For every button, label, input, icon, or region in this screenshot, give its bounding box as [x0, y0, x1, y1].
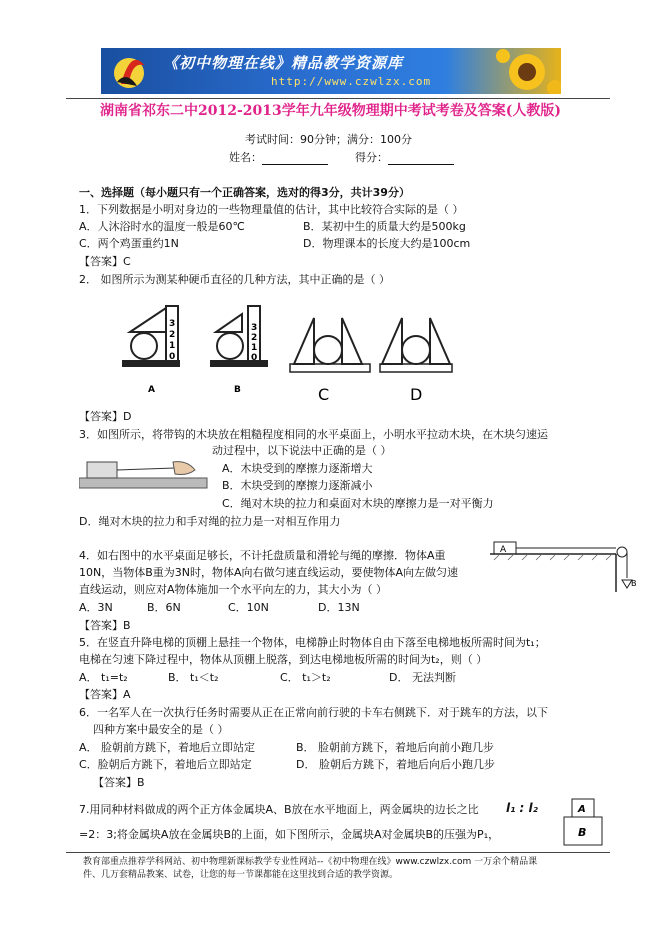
svg-text:1: 1: [251, 343, 258, 353]
q3-option-a: A．木块受到的摩擦力逐渐增大: [222, 462, 373, 475]
method-b-diagram: [210, 306, 268, 395]
q5-option-a: A． t₁=t₂: [79, 671, 128, 684]
q3-stem-2: 动过程中，以下说法中正确的是（ ）: [212, 444, 392, 457]
banner-title: 《初中物理在线》精品教学资源库: [163, 54, 404, 72]
svg-text:B: B: [578, 826, 587, 839]
q4-option-b: B．6N: [147, 601, 181, 614]
q4-line-3: 直线运动，则应对A物体施加一个水平向左的力，其大小为（ ）: [79, 583, 388, 596]
q5-option-b: B． t₁＜t₂: [168, 671, 219, 684]
label-a: A: [148, 385, 155, 395]
q7-line-2: =2：3;将金属块A放在金属块B的上面，如下图所示，金属块A对金属块B的压强为P₁，: [79, 828, 500, 841]
svg-text:2: 2: [251, 333, 258, 343]
q5-line-2: 电梯在匀速下降过程中，物体从顶棚上脱落，到达电梯地板所需的时间为t₂，则（ ）: [79, 653, 488, 666]
q6-option-c: C．脸朝后方跳下，着地后立即站定: [79, 758, 252, 771]
svg-text:B: B: [631, 579, 637, 588]
exam-time-score: 考试时间：90分钟；满分：100分: [245, 133, 412, 146]
section-heading: 一、选择题（每小题只有一个正确答案，选对的得3分，共计39分）: [79, 186, 410, 199]
q3-option-d: D．绳对木块的拉力和手对绳的拉力是一对相互作用力: [79, 515, 341, 528]
q5-option-c: C． t₁＞t₂: [280, 671, 331, 684]
q4-line-2: 10N，当物体B重为3N时，物体A向右做匀速直线运动，要使物体A向左做匀速: [79, 566, 459, 579]
q6-line-1: 6．一名军人在一次执行任务时需要从正在正常向前行驶的卡车右侧跳下．对于跳车的方法，以下: [79, 706, 548, 719]
q4-option-a: A．3N: [79, 601, 113, 614]
method-a-diagram: [122, 306, 180, 395]
q2-stem: 2． 如图所示为测某种硬币直径的几种方法，其中正确的是（ ）: [79, 273, 390, 286]
svg-text:A: A: [578, 804, 586, 815]
q5-option-d: D． 无法判断: [389, 671, 456, 684]
coin-measure-figure: [118, 296, 454, 406]
q4-option-d: D．13N: [318, 601, 360, 614]
block-pull-figure: [79, 452, 209, 490]
method-c-diagram: [290, 318, 370, 404]
site-logo-icon: [107, 52, 157, 90]
q1-option-d: D．物理课本的长度大约是100cm: [303, 237, 471, 250]
q1-option-a: A．人沐浴时水的温度一般是60℃: [79, 220, 245, 233]
svg-text:3: 3: [169, 319, 176, 329]
label-b: B: [234, 385, 241, 395]
q3-option-b: B．木块受到的摩擦力逐渐减小: [222, 479, 373, 492]
q6-line-2: 四种方案中最安全的是（ ）: [93, 723, 229, 736]
q4-answer: 【答案】B: [79, 619, 131, 632]
q1-option-b: B．某初中生的质量大约是500kg: [303, 220, 466, 233]
q3-stem-1: 3．如图所示，将带钩的木块放在粗糙程度相同的水平桌面上，小明水平拉动木块，在木块匀速运: [79, 428, 548, 441]
banner-url[interactable]: http://www.czwlzx.com: [271, 75, 432, 88]
svg-text:0: 0: [251, 353, 258, 363]
q4-option-c: C．10N: [228, 601, 269, 614]
q5-line-1: 5．在竖直升降电梯的顶棚上悬挂一个物体，电梯静止时物体自由下落至电梯地板所需时间为t₁；: [79, 636, 546, 649]
svg-text:3: 3: [251, 323, 258, 333]
footer-rule: [66, 852, 610, 853]
sunflower-icon: [493, 48, 561, 94]
q6-option-b: B． 脸朝前方跳下，着地后向前小跑几步: [296, 741, 495, 754]
footer-line-1: 教育部重点推荐学科网站、初中物理新课标教学专业性网站--《初中物理在线》www.czwlzx.com 一万余个精品课: [83, 857, 538, 867]
header-rule: [66, 98, 610, 99]
footer-line-2: 件、几万套精品教案、试卷，让您的每一节课都能在这里找到合适的教学资源。: [83, 870, 399, 880]
label-c: C: [318, 385, 330, 404]
header-banner: [101, 48, 561, 94]
page-title: 湖南省祁东二中2012-2013学年九年级物理期中考试考卷及答案(人教版): [100, 103, 561, 119]
svg-text:2: 2: [169, 330, 176, 340]
svg-text:A: A: [500, 545, 507, 555]
q3-option-c: C．绳对木块的拉力和桌面对木块的摩擦力是一对平衡力: [222, 497, 494, 510]
q1-answer: 【答案】C: [79, 255, 131, 268]
q5-answer: 【答案】A: [79, 688, 131, 701]
q7-ratio: l₁ : l₂: [506, 801, 538, 815]
q6-option-d: D． 脸朝后方跳下，着地后向后小跑几步: [296, 758, 495, 771]
q6-answer: 【答案】B: [93, 776, 145, 789]
q6-option-a: A． 脸朝前方跳下，着地后立即站定: [79, 741, 256, 754]
q1-option-c: C．两个鸡蛋重约1N: [79, 237, 179, 250]
q1-stem: 1．下列数据是小明对身边的一些物理量值的估计，其中比较符合实际的是（ ）: [79, 203, 464, 216]
score-field: 得分：: [355, 151, 454, 165]
label-d: D: [410, 385, 423, 404]
q2-answer: 【答案】D: [79, 410, 132, 423]
q7-line-1: 7.用同种材料做成的两个正方体金属块A、B放在水平地面上，两金属块的边长之比: [79, 803, 479, 816]
svg-text:0: 0: [169, 352, 176, 362]
name-field: 姓名：: [229, 151, 328, 165]
pulley-figure: [490, 538, 640, 594]
svg-text:1: 1: [169, 341, 176, 351]
method-d-diagram: [380, 318, 452, 404]
q4-line-1: 4．如右图中的水平桌面足够长，不计托盘质量和滑轮与绳的摩擦．物体A重: [79, 549, 446, 562]
stacked-blocks-figure: [560, 797, 610, 849]
